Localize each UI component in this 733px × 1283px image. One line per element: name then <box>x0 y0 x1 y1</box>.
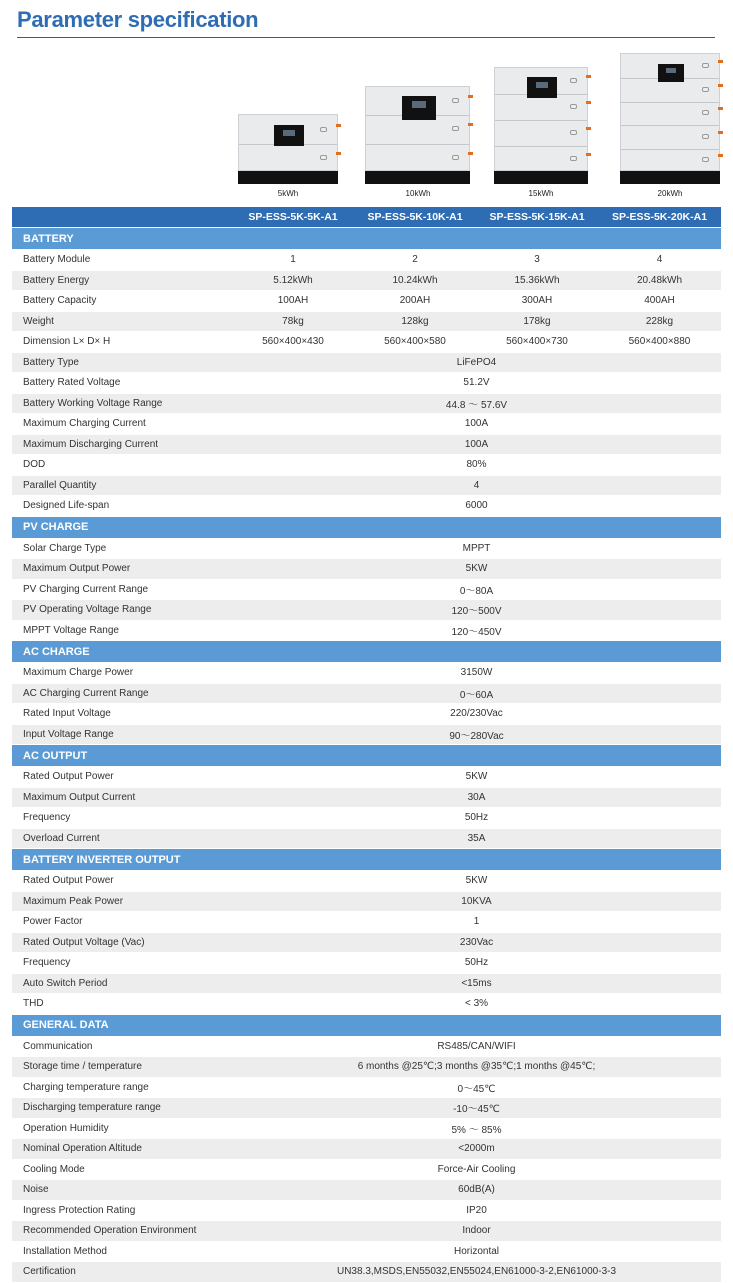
table-row <box>12 953 721 974</box>
parameter-value: -10～45℃ <box>232 1098 721 1119</box>
display-screen-icon <box>402 96 436 120</box>
parameter-value: 400AH <box>598 291 721 312</box>
model-column-header: SP-ESS-5K-15K-A1 <box>476 207 598 228</box>
battery-unit <box>620 53 720 171</box>
parameter-label: Battery Working Voltage Range <box>12 393 232 414</box>
section-title: AC CHARGE <box>12 641 721 663</box>
table-row <box>12 912 721 933</box>
parameter-label: Frequency <box>12 953 232 974</box>
display-screen-icon <box>274 125 304 146</box>
parameter-value: < 3% <box>232 994 721 1015</box>
parameter-label: AC Charging Current Range <box>12 683 232 704</box>
parameter-label: Operation Humidity <box>12 1118 232 1139</box>
parameter-value: 228kg <box>598 311 721 332</box>
parameter-label: MPPT Voltage Range <box>12 620 232 641</box>
table-row <box>12 1262 721 1283</box>
parameter-label: Discharging temperature range <box>12 1098 232 1119</box>
parameter-label: Parallel Quantity <box>12 475 232 496</box>
table-row <box>12 538 721 559</box>
parameter-value: Indoor <box>232 1221 721 1242</box>
parameter-value: 3 <box>476 250 598 271</box>
parameter-value: 20.48kWh <box>598 270 721 291</box>
battery-base <box>494 171 588 184</box>
parameter-label: Maximum Charging Current <box>12 414 232 435</box>
table-row <box>12 1077 721 1098</box>
table-row <box>12 828 721 849</box>
battery-unit <box>494 67 588 171</box>
table-row <box>12 1098 721 1119</box>
parameter-value: 120～450V <box>232 620 721 641</box>
parameter-label: Cooling Mode <box>12 1159 232 1180</box>
table-row <box>12 1241 721 1262</box>
section-header-row <box>12 516 721 538</box>
terminal-icon <box>336 152 341 155</box>
parameter-label: Power Factor <box>12 912 232 933</box>
parameter-value: 100AH <box>232 291 354 312</box>
table-row <box>12 1159 721 1180</box>
product-capacity-label: 10kWh <box>405 189 431 198</box>
parameter-value: 5KW <box>232 871 721 892</box>
parameter-label: Rated Output Power <box>12 871 232 892</box>
table-row <box>12 663 721 684</box>
parameter-label: Dimension L× D× H <box>12 332 232 353</box>
parameter-value: 3150W <box>232 663 721 684</box>
table-row <box>12 1221 721 1242</box>
parameter-value: 100A <box>232 434 721 455</box>
product-images <box>230 50 720 202</box>
terminal-icon <box>468 123 473 126</box>
table-row <box>12 270 721 291</box>
terminal-icon <box>586 127 591 130</box>
terminal-icon <box>586 153 591 156</box>
section-header-row <box>12 228 721 250</box>
parameter-value: 560×400×430 <box>232 332 354 353</box>
parameter-label: Battery Module <box>12 250 232 271</box>
table-row <box>12 724 721 745</box>
parameter-label: Ingress Protection Rating <box>12 1200 232 1221</box>
parameter-value: 50Hz <box>232 808 721 829</box>
product-image <box>365 50 478 202</box>
parameter-label: Maximum Output Power <box>12 559 232 580</box>
parameter-value: <2000m <box>232 1139 721 1160</box>
parameter-label: Battery Rated Voltage <box>12 373 232 394</box>
parameter-label: Auto Switch Period <box>12 973 232 994</box>
table-row <box>12 579 721 600</box>
parameter-label: Frequency <box>12 808 232 829</box>
parameter-value: 35A <box>232 828 721 849</box>
parameter-label: Maximum Charge Power <box>12 663 232 684</box>
table-row <box>12 1139 721 1160</box>
terminal-icon <box>718 131 723 134</box>
parameter-label: DOD <box>12 455 232 476</box>
parameter-value: 560×400×880 <box>598 332 721 353</box>
product-capacity-label: 15kWh <box>528 189 554 198</box>
battery-base <box>620 171 720 184</box>
parameter-label: Solar Charge Type <box>12 538 232 559</box>
table-row <box>12 891 721 912</box>
parameter-value: 10KVA <box>232 891 721 912</box>
model-column-header: SP-ESS-5K-10K-A1 <box>354 207 476 228</box>
parameter-label: Maximum Output Current <box>12 787 232 808</box>
terminal-icon <box>718 154 723 157</box>
parameter-label: Overload Current <box>12 828 232 849</box>
section-title: BATTERY INVERTER OUTPUT <box>12 849 721 871</box>
table-row <box>12 332 721 353</box>
product-image <box>494 50 596 202</box>
parameter-value: 0～60A <box>232 683 721 704</box>
table-row <box>12 704 721 725</box>
parameter-value: LiFePO4 <box>232 352 721 373</box>
table-row <box>12 1118 721 1139</box>
parameter-value: 10.24kWh <box>354 270 476 291</box>
parameter-value: 200AH <box>354 291 476 312</box>
table-row <box>12 373 721 394</box>
parameter-value: 80% <box>232 455 721 476</box>
model-column-header: SP-ESS-5K-5K-A1 <box>232 207 354 228</box>
parameter-value: <15ms <box>232 973 721 994</box>
parameter-value: 120～500V <box>232 600 721 621</box>
parameter-value: 0～80A <box>232 579 721 600</box>
parameter-label: Battery Capacity <box>12 291 232 312</box>
section-title: PV CHARGE <box>12 516 721 538</box>
product-image <box>238 50 346 202</box>
parameter-value: 178kg <box>476 311 598 332</box>
table-row <box>12 311 721 332</box>
battery-base <box>238 171 338 184</box>
parameter-value: Horizontal <box>232 1241 721 1262</box>
section-title: GENERAL DATA <box>12 1014 721 1036</box>
parameter-label: THD <box>12 994 232 1015</box>
product-capacity-label: 20kWh <box>657 189 683 198</box>
parameter-value: Force-Air Cooling <box>232 1159 721 1180</box>
parameter-value: 30A <box>232 787 721 808</box>
parameter-value: 5KW <box>232 559 721 580</box>
parameter-label: Installation Method <box>12 1241 232 1262</box>
parameter-label: Designed Life-span <box>12 496 232 517</box>
parameter-label: Battery Energy <box>12 270 232 291</box>
terminal-icon <box>586 75 591 78</box>
table-row <box>12 808 721 829</box>
parameter-label: Noise <box>12 1180 232 1201</box>
parameter-label: Input Voltage Range <box>12 724 232 745</box>
terminal-icon <box>336 124 341 127</box>
table-row <box>12 767 721 788</box>
parameter-value: 78kg <box>232 311 354 332</box>
table-row <box>12 1200 721 1221</box>
product-capacity-label: 5kWh <box>277 189 299 198</box>
parameter-value: 5% ～ 85% <box>232 1118 721 1139</box>
parameter-value: IP20 <box>232 1200 721 1221</box>
parameter-value: 230Vac <box>232 932 721 953</box>
display-screen-icon <box>658 64 684 82</box>
parameter-value: 44.8 ～ 57.6V <box>232 393 721 414</box>
table-row <box>12 250 721 271</box>
table-row <box>12 1180 721 1201</box>
parameter-value: 4 <box>232 475 721 496</box>
parameter-value: 1 <box>232 912 721 933</box>
table-row <box>12 932 721 953</box>
table-row <box>12 434 721 455</box>
parameter-label: Nominal Operation Altitude <box>12 1139 232 1160</box>
parameter-label: Recommended Operation Environment <box>12 1221 232 1242</box>
battery-unit <box>238 114 338 171</box>
table-row <box>12 455 721 476</box>
section-header-row <box>12 1014 721 1036</box>
parameter-label: Maximum Discharging Current <box>12 434 232 455</box>
parameter-label: Communication <box>12 1036 232 1057</box>
parameter-value: 1 <box>232 250 354 271</box>
section-header-row <box>12 641 721 663</box>
parameter-value: MPPT <box>232 538 721 559</box>
parameter-value: 51.2V <box>232 373 721 394</box>
terminal-icon <box>468 95 473 98</box>
parameter-value: 128kg <box>354 311 476 332</box>
parameter-value: UN38.3,MSDS,EN55032,EN55024,EN61000-3-2,EN61000-3-3 <box>232 1262 721 1283</box>
parameter-label: Maximum Peak Power <box>12 891 232 912</box>
parameter-label: Rated Input Voltage <box>12 704 232 725</box>
spec-table <box>12 207 721 1283</box>
battery-unit <box>365 86 470 171</box>
table-row <box>12 600 721 621</box>
table-row <box>12 1057 721 1078</box>
section-title: BATTERY <box>12 228 721 250</box>
parameter-value: 220/230Vac <box>232 704 721 725</box>
table-row <box>12 787 721 808</box>
model-column-header: SP-ESS-5K-20K-A1 <box>598 207 721 228</box>
parameter-value: RS485/CAN/WIFI <box>232 1036 721 1057</box>
parameter-value: 560×400×580 <box>354 332 476 353</box>
table-row <box>12 994 721 1015</box>
parameter-label: Battery Type <box>12 352 232 373</box>
model-header-row <box>12 207 721 228</box>
terminal-icon <box>718 107 723 110</box>
parameter-label: Weight <box>12 311 232 332</box>
display-screen-icon <box>527 77 557 98</box>
table-row <box>12 871 721 892</box>
parameter-value: 300AH <box>476 291 598 312</box>
table-row <box>12 973 721 994</box>
header-blank-cell <box>12 207 232 228</box>
page-title: Parameter specification <box>17 7 259 32</box>
table-row <box>12 559 721 580</box>
table-row <box>12 496 721 517</box>
parameter-label: PV Charging Current Range <box>12 579 232 600</box>
parameter-value: 90～280Vac <box>232 724 721 745</box>
parameter-value: 2 <box>354 250 476 271</box>
parameter-value: 6 months @25℃;3 months @35℃;1 months @45℃; <box>232 1057 721 1078</box>
table-row <box>12 1036 721 1057</box>
table-row <box>12 393 721 414</box>
parameter-label: Charging temperature range <box>12 1077 232 1098</box>
terminal-icon <box>718 60 723 63</box>
table-row <box>12 352 721 373</box>
table-row <box>12 475 721 496</box>
table-row <box>12 414 721 435</box>
parameter-value: 5.12kWh <box>232 270 354 291</box>
parameter-value: 0～45℃ <box>232 1077 721 1098</box>
parameter-value: 6000 <box>232 496 721 517</box>
parameter-value: 5KW <box>232 767 721 788</box>
parameter-value: 100A <box>232 414 721 435</box>
parameter-value: 15.36kWh <box>476 270 598 291</box>
section-title: AC OUTPUT <box>12 745 721 767</box>
table-row <box>12 620 721 641</box>
product-image <box>620 50 728 202</box>
parameter-label: PV Operating Voltage Range <box>12 600 232 621</box>
parameter-value: 4 <box>598 250 721 271</box>
battery-base <box>365 171 470 184</box>
parameter-label: Rated Output Voltage (Vac) <box>12 932 232 953</box>
table-row <box>12 291 721 312</box>
parameter-value: 560×400×730 <box>476 332 598 353</box>
section-header-row <box>12 745 721 767</box>
terminal-icon <box>468 152 473 155</box>
parameter-label: Certification <box>12 1262 232 1283</box>
section-header-row <box>12 849 721 871</box>
parameter-value: 60dB(A) <box>232 1180 721 1201</box>
parameter-value: 50Hz <box>232 953 721 974</box>
terminal-icon <box>586 101 591 104</box>
parameter-label: Rated Output Power <box>12 767 232 788</box>
title-divider <box>17 37 715 38</box>
terminal-icon <box>718 84 723 87</box>
parameter-label: Storage time / temperature <box>12 1057 232 1078</box>
table-row <box>12 683 721 704</box>
